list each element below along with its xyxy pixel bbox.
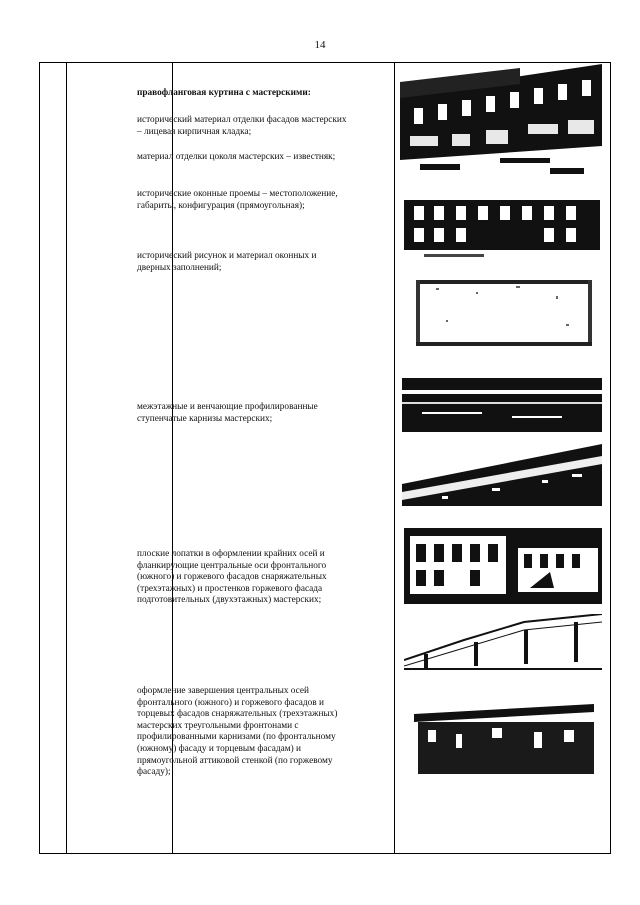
list-item: исторические оконные проемы – местоположение, габариты, конфигурация (прямоугольная); bbox=[137, 189, 338, 211]
list-item: плоские лопатки в оформлении крайних осей и фланкирующие центральные оси фронтального (южного) и горжевого фасадов снаряжательных (трехэтажных) и простенков горжевого фасада подготовительных (двухэтажных) мастерских; bbox=[137, 549, 327, 606]
page-number: 14 bbox=[314, 39, 326, 51]
photo-window-fillings bbox=[416, 280, 592, 346]
photo-workshop-facade bbox=[400, 64, 602, 182]
list-item: исторический материал отделки фасадов мастерских – лицевая кирпичная кладка; bbox=[137, 115, 347, 137]
photo-cornice-1 bbox=[402, 378, 602, 432]
section-title: правофланговая куртина с мастерскими: bbox=[137, 88, 311, 98]
photo-pilasters-facade bbox=[404, 518, 602, 604]
photo-pediment-attic bbox=[404, 694, 600, 780]
photo-pilasters-roof bbox=[404, 614, 602, 670]
photo-window-openings bbox=[404, 192, 600, 262]
table-column-divider bbox=[394, 63, 395, 853]
list-item: материал отделки цоколя мастерских – известняк; bbox=[137, 152, 336, 162]
list-item: оформление завершения центральных осей фронтального (южного) и горжевого фасадов и торцевых фасадов снаряжательных (трехэтажных) мастерских треугольными фронтонами с профилированными карнизами (по фронтальному (южному) фасаду и торцевым фасадам) и прямоугольной аттиковой стенкой (по горжевому фасаду); bbox=[137, 686, 338, 778]
photo-cornice-2 bbox=[402, 444, 602, 506]
list-item: исторический рисунок и материал оконных и дверных заполнений; bbox=[137, 251, 317, 273]
list-item: межэтажные и венчающие профилированные ступенчатые карнизы мастерских; bbox=[137, 402, 318, 424]
table-column-divider bbox=[66, 63, 67, 853]
